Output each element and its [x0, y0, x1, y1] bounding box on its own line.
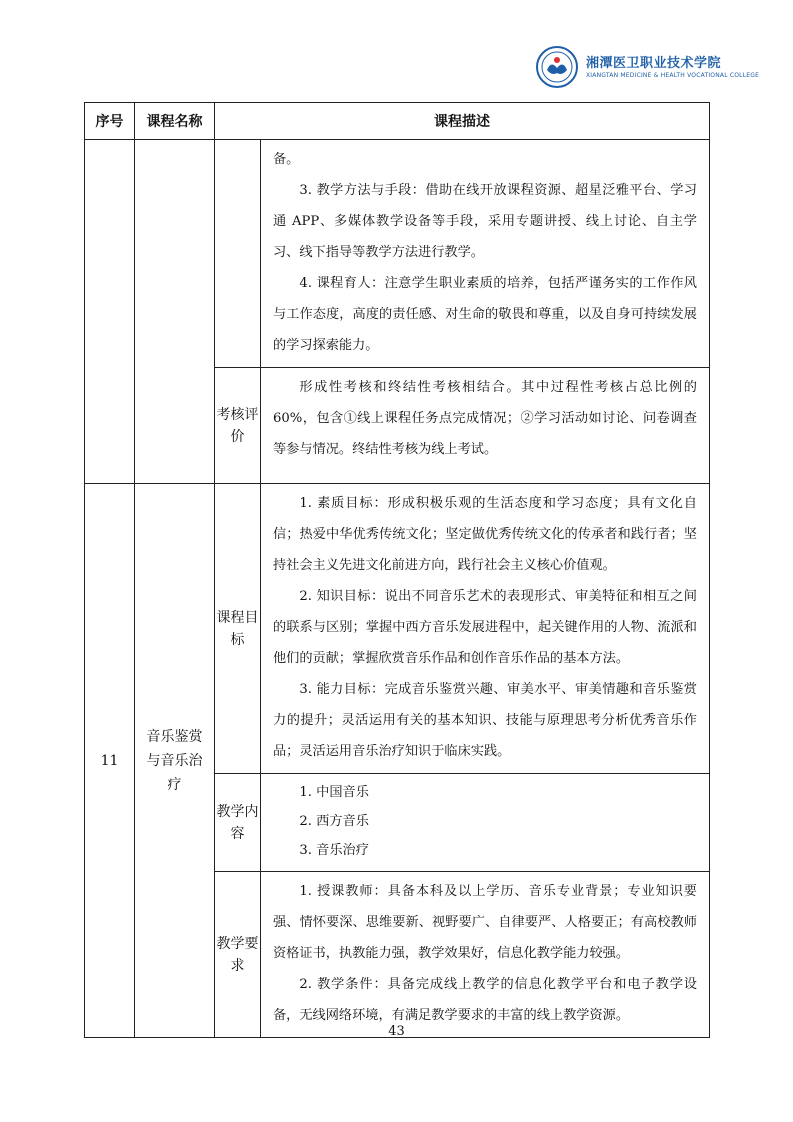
requirements-label: 教学要求: [215, 872, 261, 1038]
continued-label-cell: [215, 140, 261, 368]
course-table: [84, 102, 710, 1038]
course-goals: 1. 素质目标：形成积极乐观的生活态度和学习态度；具有文化自信；热爱中华优秀传统文化；坚定做优秀传统文化的传承者和践行者；坚持社会主义先进文化前进方向，践行社会主义核心价值观。 2. 知识目标：说出不同音乐艺术的表现形式、审美特征和相互之间的联系与区别；掌握中西方音乐发展进程中，起关键作用的人物、流派和他们的贡献；掌握欣赏音乐作品和创作音乐作品的基本方法。 3. 能力目标：完成音乐鉴赏兴趣、审美水平、审美情趣和音乐鉴赏力的提升；灵活运用有关的基本知识、技能与原理思考分析优秀音乐作品；灵活运用音乐治疗知识于临床实践。: [261, 484, 710, 774]
content-label: 教学内容: [215, 774, 261, 872]
assessment-label: 考核评价: [215, 368, 261, 484]
teaching-requirements-continued: 备。 3. 教学方法与手段：借助在线开放课程资源、超星泛雅平台、学习通 APP、多媒体教学设备等手段，采用专题讲授、线上讨论、自主学习、线下指导等教学方法进行教学。 4. 课程育人：注意学生职业素质的培养，包括严谨务实的工作作风与工作态度，高度的责任感、对生命的敬畏和尊重，以及自身可持续发展的学习探索能力。: [261, 140, 710, 368]
continued-name-cell: [135, 140, 215, 484]
school-name-english: XIANGTAN MEDICINE & HEALTH VOCATIONAL COLLEGE: [586, 72, 760, 79]
table-header-row: [85, 103, 710, 140]
teaching-content: 1. 中国音乐 2. 西方音乐 3. 音乐治疗: [261, 774, 710, 872]
page-number: 43: [388, 1024, 405, 1039]
continued-index-cell: [85, 140, 135, 484]
header-course-name: 课程名称: [135, 103, 215, 140]
course-index: 11: [85, 484, 135, 1038]
table-row: [85, 140, 710, 368]
school-name: 湘潭医卫职业技术学院: [586, 56, 722, 71]
assessment-text: 形成性考核和终结性考核相结合。其中过程性考核占总比例的 60%，包含①线上课程任务点完成情况；②学习活动如讨论、问卷调查等参与情况。终结性考核为线上考试。: [261, 368, 710, 484]
goals-label: 课程目标: [215, 484, 261, 774]
school-emblem-icon: [536, 46, 578, 88]
header-description: 课程描述: [215, 103, 710, 140]
teaching-requirements: 1. 授课教师：具备本科及以上学历、音乐专业背景；专业知识要强、情怀要深、思维要新、视野要广、自律要严、人格要正；有高校教师资格证书，执教能力强，教学效果好，信息化教学能力较强。 2. 教学条件：具备完成线上教学的信息化教学平台和电子教学设备，无线网络环境，有满足教学要求的丰富的线上教学资源。: [261, 872, 710, 1038]
header-index: 序号: [85, 103, 135, 140]
school-logo: [536, 46, 760, 88]
course-name: 音乐鉴赏与音乐治疗: [135, 484, 215, 1038]
table-row: [85, 484, 710, 774]
